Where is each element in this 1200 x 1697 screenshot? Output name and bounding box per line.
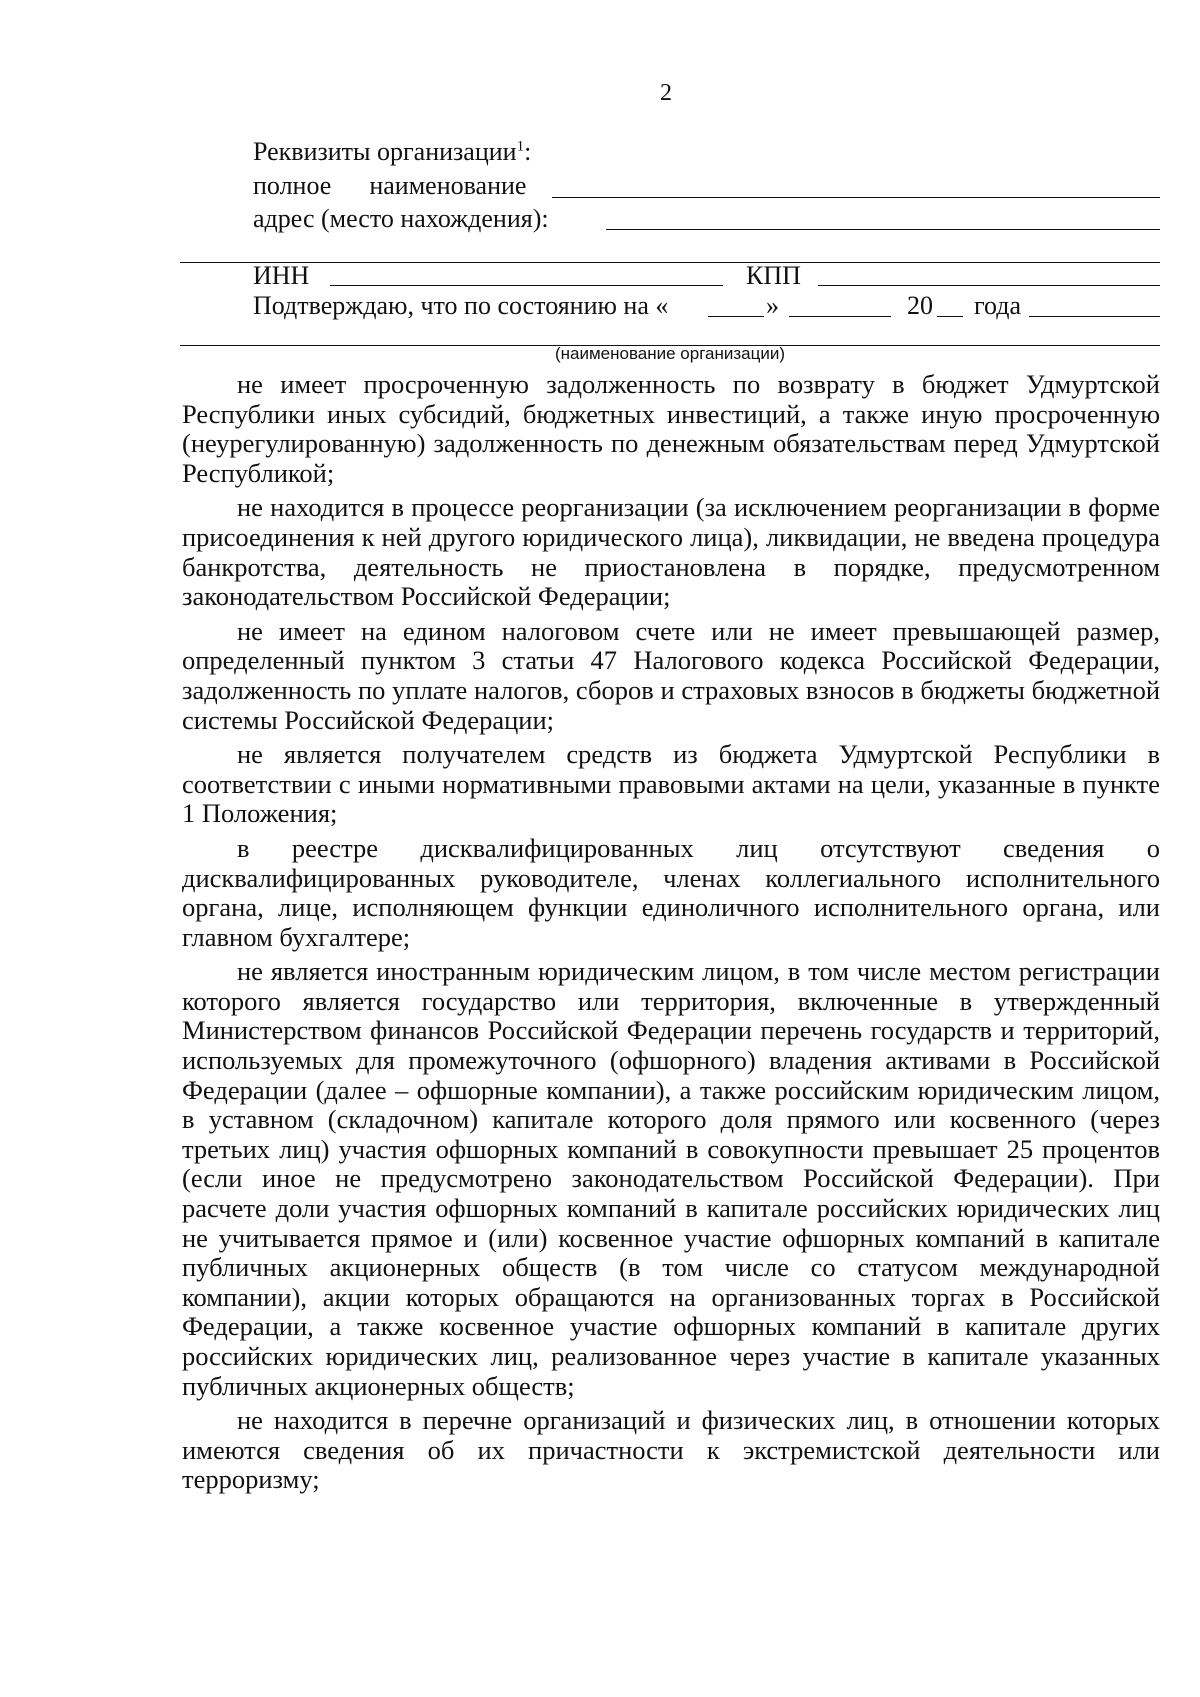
year-suffix: года	[974, 291, 1022, 320]
organization-name-caption: (наименование организации)	[554, 344, 786, 363]
kpp-field[interactable]	[818, 285, 1160, 286]
day-field[interactable]	[708, 316, 764, 317]
footnote-marker: 1	[516, 138, 525, 155]
paragraph-no-overdue-debt: не имеет просроченную задолженность по возврату в бюджет Удмуртской Республики иных субсидий, бюджетных инвестиций, а также иную просроченную (неурегулированную) задолженность по денежным обязательствам перед Удмуртской Республикой;	[182, 369, 1160, 488]
full-name-field[interactable]	[552, 197, 1160, 198]
paragraph-no-tax-debt: не имеет на едином налоговом счете или не имеет превышающей размер, определенный пунктом 3 статьи 47 Налогового кодекса Российской Федерации, задолженность по уплате налогов, сборов и страховых взносов в бюджеты бюджетной системы Российской Федерации;	[182, 615, 1160, 735]
requisites-title-text: Реквизиты организации	[253, 137, 517, 166]
address-field[interactable]	[606, 229, 1160, 230]
paragraph-not-recipient: не является получателем средств из бюджета Удмуртской Республики в соответствии с иными нормативными правовыми актами на цели, указанные в пункте 1 Положения;	[182, 739, 1160, 829]
paragraph-not-foreign-entity: не является иностранным юридическим лицом, в том числе местом регистрации которого является государство или территория, включенные в утвержденный Министерством финансов Российской Федерации перечень государств и территорий, используемых для промежуточного (офшорного) владения активами в Российской Федерации (далее – офшорные компании), а также российским юридическим лицом, в уставном (складочном) капитале которого доля прямого или косвенного (через третьих лиц) участия офшорных компаний в совокупности превышает 25 процентов (если иное не предусмотрено законодательством Российской Федерации). При расчете доли участия офшорных компаний в капитале российских юридических лиц не учитывается прямое и (или) косвенное участие офшорных компаний в капитале публичных акционерных обществ (в том числе со статусом международной компании), акции которых обращаются на организованных торгах в Российской Федерации, а также косвенное участие офшорных компаний в капитале других российских юридических лиц, реализованное через участие в капитале указанных публичных акционерных обществ;	[182, 956, 1160, 1401]
declaration-body	[182, 370, 1160, 1500]
year-field[interactable]	[937, 316, 963, 317]
organization-name-field-start[interactable]	[1029, 316, 1160, 317]
paragraph-not-extremist-list: не находится в перечне организаций и физических лиц, в отношении которых имеются сведения об их причастности к экстремистской деятельности или терроризму;	[182, 1405, 1160, 1495]
full-name-word1: полное	[253, 171, 332, 200]
page-number: 2	[660, 80, 672, 106]
full-name-label	[253, 169, 526, 203]
address-continuation-field[interactable]	[180, 262, 1160, 263]
paragraph-disqualified-registry: в реестре дисквалифицированных лиц отсутствуют сведения о дисквалифицированных руководителе, членах коллегиального исполнительного органа, лице, исполняющем функции единоличного исполнительного органа, или главном бухгалтере;	[182, 832, 1160, 952]
confirm-quote-close: »	[766, 291, 779, 320]
address-label: адрес (место нахождения):	[253, 204, 549, 233]
confirm-prefix: Подтверждаю, что по состоянию на «	[253, 291, 669, 320]
requisites-title	[253, 135, 531, 169]
requisites-title-colon: :	[524, 137, 532, 166]
kpp-label: КПП	[746, 261, 801, 290]
year-prefix: 20	[907, 291, 933, 320]
inn-label: ИНН	[253, 261, 310, 290]
paragraph-no-reorganization: не находится в процессе реорганизации (за исключением реорганизации в форме присоединения к ней другого юридического лица), ликвидации, не введена процедура банкротства, деятельность не приостановлена в порядке, предусмотренном законодательством Российской Федерации;	[182, 492, 1160, 612]
inn-field[interactable]	[330, 285, 723, 286]
full-name-word2: наименование	[369, 171, 527, 200]
month-field[interactable]	[789, 316, 891, 317]
